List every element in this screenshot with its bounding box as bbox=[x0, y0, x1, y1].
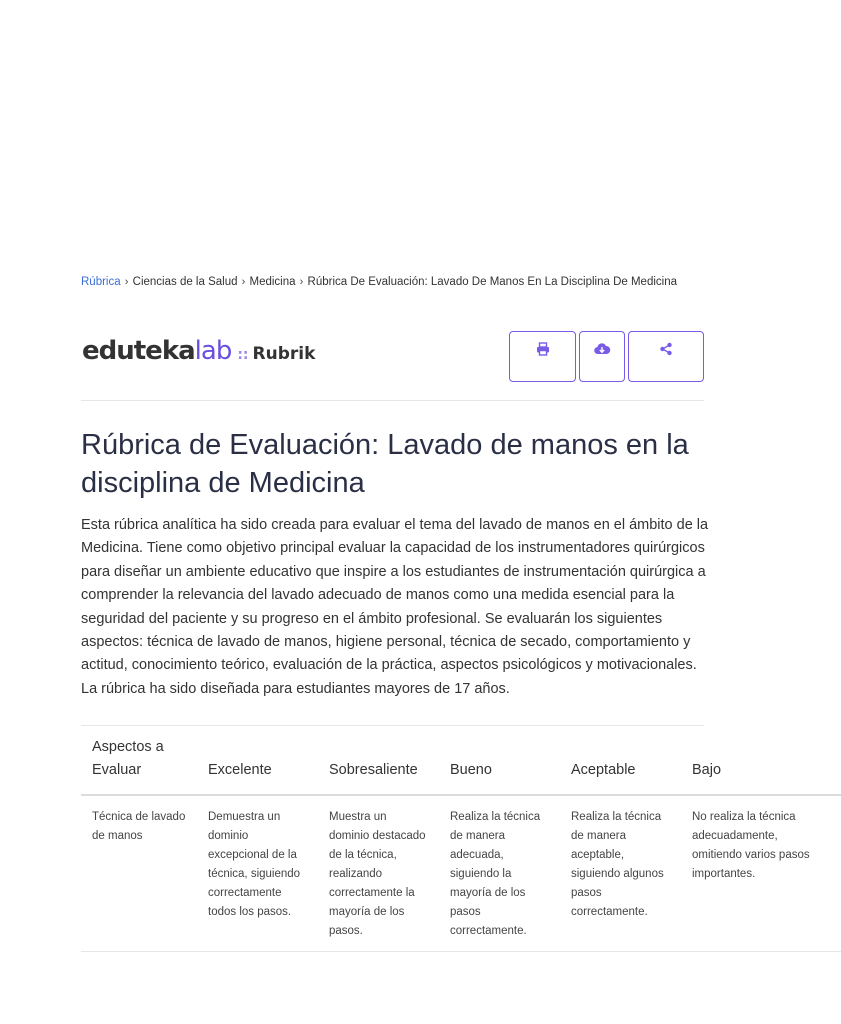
edutekalab-logo[interactable] bbox=[82, 336, 315, 372]
table-header-row bbox=[81, 726, 841, 795]
page-title: Rúbrica de Evaluación: Lavado de manos en la disciplina de Medicina bbox=[81, 429, 689, 499]
chevron-right-icon: › bbox=[124, 276, 129, 288]
table-cell-aceptable: Realiza la técnica de manera aceptable, siguiendo algunos pasos correctamente. bbox=[560, 795, 681, 952]
logo-separator: :: bbox=[237, 347, 249, 363]
breadcrumb bbox=[81, 276, 721, 288]
column-header-aspectos: Aspectos a Evaluar bbox=[81, 726, 197, 795]
header-divider bbox=[81, 400, 704, 401]
print-button[interactable] bbox=[509, 331, 576, 382]
chevron-right-icon: › bbox=[241, 276, 246, 288]
rubric-table bbox=[81, 726, 841, 952]
share-icon bbox=[659, 342, 673, 356]
breadcrumb-current: Rúbrica De Evaluación: Lavado De Manos En La Disciplina De Medicina bbox=[307, 276, 677, 288]
column-header-sobresaliente: Sobresaliente bbox=[318, 726, 439, 795]
rubric-description: Esta rúbrica analítica ha sido creada para evaluar el tema del lavado de manos en el ámbito de la Medicina. Tiene como objetivo principal evaluar la capacidad de los instrumentadores quirúrgicos para diseñar un ambiente educativo que inspire a los estudiantes de instrumentación quirúrgica a comprender la relevancia del lavado adecuado de manos como una medida esencial para la seguridad del paciente y su progreso en el ámbito profesional. Se evaluarán los siguientes aspectos: técnica de lavado de manos, higiene personal, técnica de secado, comportamiento y actitud, conocimiento teórico, evaluación de la práctica, aspectos psicológicos y motivacionales. La rúbrica ha sido diseñada para estudiantes mayores de 17 años. bbox=[81, 517, 709, 697]
column-header-bueno: Bueno bbox=[439, 726, 560, 795]
table-cell-sobresaliente: Muestra un dominio destacado de la técnica, realizando correctamente la mayoría de los pasos. bbox=[318, 795, 439, 952]
breadcrumb-link-ciencias[interactable]: Ciencias de la Salud bbox=[132, 276, 238, 288]
table-cell-bajo: No realiza la técnica adecuadamente, omitiendo varios pasos importantes. bbox=[681, 795, 841, 952]
table-cell-aspect: Técnica de lavado de manos bbox=[81, 795, 197, 952]
column-header-bajo: Bajo bbox=[681, 726, 841, 795]
breadcrumb-link-rubrica[interactable]: Rúbrica bbox=[81, 276, 121, 288]
table-cell-bueno: Realiza la técnica de manera adecuada, siguiendo la mayoría de los pasos correctamente. bbox=[439, 795, 560, 952]
table-row bbox=[81, 795, 841, 952]
chevron-right-icon: › bbox=[299, 276, 304, 288]
print-icon bbox=[536, 342, 550, 356]
cloud-download-icon bbox=[594, 342, 610, 355]
table-cell-excelente: Demuestra un dominio excepcional de la técnica, siguiendo correctamente todos los pasos. bbox=[197, 795, 318, 952]
share-button[interactable] bbox=[628, 331, 704, 382]
rubric-table-container[interactable] bbox=[81, 726, 810, 952]
breadcrumb-link-medicina[interactable]: Medicina bbox=[249, 276, 296, 288]
logo-lab-text: lab bbox=[194, 336, 232, 366]
logo-rubrik-text: Rubrik bbox=[252, 344, 316, 364]
column-header-aceptable: Aceptable bbox=[560, 726, 681, 795]
logo-edu-text: eduteka bbox=[82, 336, 195, 366]
column-header-excelente: Excelente bbox=[197, 726, 318, 795]
download-button[interactable] bbox=[579, 331, 625, 382]
